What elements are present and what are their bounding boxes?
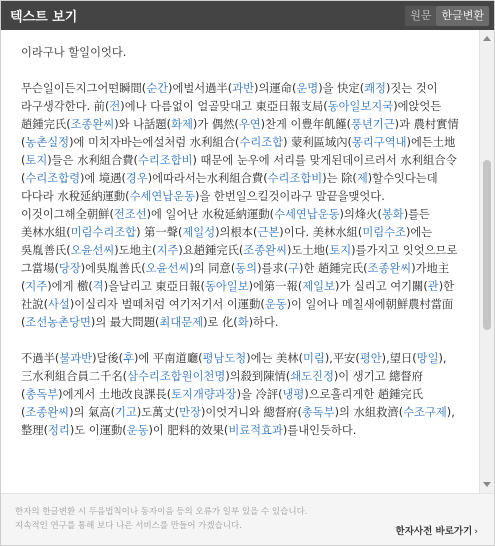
window-title: 텍스트 보기 — [10, 10, 78, 25]
text-segment: 이라구나 할일이엇다. — [21, 46, 127, 59]
hangul-reading: 전조선 — [113, 208, 147, 221]
hangul-reading: 격 — [92, 280, 104, 293]
text-paragraph — [21, 80, 463, 332]
hangul-reading: 수세연납운동 — [274, 208, 340, 221]
hangul-reading: 총독부 — [301, 406, 335, 419]
text-segment: )이다. 美林水組( — [279, 226, 363, 239]
hangul-reading: 조종완씨 — [25, 406, 70, 419]
text-segment: )을 快定( — [318, 82, 365, 95]
text-segment: )에 미치자바는에설처럼 水利組合( — [69, 136, 240, 149]
text-segment: ) 第一聲( — [136, 226, 183, 239]
hangul-reading: 관 — [427, 280, 439, 293]
hangul-reading: 수조구제 — [403, 406, 447, 419]
text-segment: )이 생기고 總督府( — [21, 370, 424, 401]
conversion-toggle — [405, 6, 489, 26]
dict-link-label: 한자사전 바로가기 — [395, 526, 473, 537]
hangul-reading: 수리조합비 — [267, 172, 323, 185]
hangul-reading: 토지 — [329, 244, 352, 257]
text-segment: )의 氣高( — [69, 406, 115, 419]
text-segment: )이엇거니와 總督府( — [200, 406, 302, 419]
hangul-reading: 기고 — [115, 406, 137, 419]
hangul-reading: 망일 — [416, 352, 439, 365]
text-segment: )에 일어난 水稅延納運動( — [146, 208, 275, 221]
text-segment: )에따라서는水利組合費( — [147, 172, 268, 185]
notice-line-2: 지속적인 연구를 통해 보다 나은 서비스를 만들어 가겠습니다. — [15, 521, 242, 531]
korean-conversion-button[interactable]: 한글변환 — [436, 6, 489, 26]
text-segment: )를求( — [257, 262, 289, 275]
text-segment: ),望日( — [381, 352, 417, 365]
text-segment: )이실리자 벌떼처럼 여기저기서 이運動( — [69, 298, 265, 311]
text-segment: )을날리고 東亞日報( — [103, 280, 205, 293]
hangul-reading: 삼수리조합원이천명 — [127, 370, 226, 383]
hangul-reading: 후 — [123, 352, 135, 365]
hangul-reading: 최대문제 — [159, 316, 204, 329]
text-segment: )의烽火( — [339, 208, 382, 221]
notice-line-1: 한자의 한글변환 시 두음법칙이나 동자이음 등의 오류가 일부 있을 수 있습니다. — [15, 507, 308, 517]
text-segment: )달後( — [92, 352, 124, 365]
hangul-reading: 몽리구역내 — [351, 136, 407, 149]
text-segment: )는 除( — [322, 172, 357, 185]
hangul-reading: 조종완씨 — [367, 262, 412, 275]
hangul-reading: 미림수리조합 — [70, 226, 137, 239]
text-segment: )와 나話題( — [114, 118, 172, 131]
text-segment: )짓는 것이 라구생각한다. 前( — [21, 82, 438, 113]
hangul-reading: 구 — [288, 262, 300, 275]
text-segment: )도土地( — [287, 244, 330, 257]
hangul-reading: 미림 — [303, 352, 325, 365]
text-segment: )도地主( — [114, 244, 157, 257]
footer — [1, 493, 494, 545]
hangul-reading: 만장 — [179, 406, 201, 419]
hangul-reading: 봉화 — [381, 208, 404, 221]
hangul-reading: 비료적효과 — [228, 424, 283, 437]
hangul-reading: 제일성 — [182, 226, 216, 239]
text-segment: )로 化( — [203, 316, 238, 329]
hangul-reading: 풍년기근 — [351, 118, 395, 131]
hangul-reading: 제 — [356, 172, 368, 185]
hangul-reading: 동아일보 — [204, 280, 249, 293]
hangul-reading: 운동 — [264, 298, 287, 311]
text-segment: )의殺到陳情( — [225, 370, 291, 383]
hangul-reading: 총독부 — [25, 388, 59, 401]
text-content[interactable] — [1, 30, 479, 493]
hangul-reading: 평남도청 — [202, 352, 247, 365]
text-segment: ),平安( — [324, 352, 360, 365]
text-segment: )에나 다름없이 얼골맞대고 東亞日報支局( — [120, 100, 328, 113]
scroll-down-arrow-icon[interactable] — [483, 482, 491, 487]
hangul-reading: 전 — [109, 100, 121, 113]
text-segment: )에 平南道廳( — [134, 352, 203, 365]
hangul-reading: 경우 — [125, 172, 148, 185]
hangul-reading: 미림수조 — [362, 226, 406, 239]
text-segment: )한 趙鍾完氏( — [299, 262, 368, 275]
hangul-reading: 토지개량과장 — [171, 388, 237, 401]
text-segment: )도萬丈( — [136, 406, 180, 419]
hangul-reading: 조종완씨 — [243, 244, 287, 257]
text-segment: ) 蒙利區域內( — [283, 136, 352, 149]
hangul-reading: 순간 — [146, 82, 169, 95]
hangul-reading: 수리조합비 — [137, 154, 193, 167]
hangul-reading: 불과반 — [59, 352, 93, 365]
hangul-reading: 평안 — [359, 352, 382, 365]
hangul-reading: 동아일보지국 — [327, 100, 394, 113]
text-segment: )가 실리고 여기關( — [334, 280, 428, 293]
hangul-reading: 수리조합령 — [25, 172, 80, 185]
hangul-reading: 오윤선씨 — [145, 262, 190, 275]
chevron-right-icon: › — [474, 527, 478, 537]
text-segment: )과 農村實情( — [21, 118, 459, 149]
hangul-reading: 제일보 — [302, 280, 335, 293]
hangul-reading: 당장 — [58, 262, 81, 275]
hangul-reading: 조종완씨 — [70, 118, 115, 131]
hangul-reading: 조선농촌당면 — [25, 316, 91, 329]
hangul-reading: 정리 — [48, 424, 70, 437]
text-segment: )에는 美林( — [246, 352, 304, 365]
text-segment: )에吳胤善氏( — [80, 262, 146, 275]
hangul-reading: 우연 — [238, 118, 261, 131]
hangul-reading: 화제 — [171, 118, 193, 131]
hangul-reading: 사설 — [48, 298, 70, 311]
text-segment: )찬게 이豊年飢饉( — [260, 118, 352, 131]
text-paragraph — [21, 350, 463, 440]
text-segment: )의運命( — [254, 82, 297, 95]
text-segment: 무슨일이든지그어떤瞬間( — [21, 82, 147, 95]
text-segment: )를내인듯하다. — [282, 424, 357, 437]
hangul-reading: 농촌실정 — [25, 136, 70, 149]
hangul-reading: 쾌정 — [364, 82, 386, 95]
text-segment: ),整理( — [21, 406, 455, 437]
hangul-reading: 오윤선씨 — [70, 244, 115, 257]
text-segment: )들은 水利組合費( — [47, 154, 138, 167]
text-segment: )를가지고 잇엇으므로 그當場( — [21, 244, 458, 275]
text-segment: )으로흘리게한 趙鍾完氏( — [21, 388, 424, 419]
hangul-reading: 화 — [237, 316, 249, 329]
text-segment: )이 일어나 메칠새에朝鮮農村當面( — [21, 298, 454, 329]
original-text-button[interactable]: 원문 — [405, 6, 436, 26]
text-segment: ) 때문에 눈우에 서리를 맞게된데이르러서 水利組合令( — [21, 154, 457, 185]
text-paragraph — [21, 44, 463, 62]
text-segment: 不過半( — [21, 352, 60, 365]
hangul-reading: 운명 — [296, 82, 319, 95]
text-segment: )하다. — [248, 316, 279, 329]
text-segment: ),三水利組合員二千名( — [21, 352, 447, 383]
text-segment: )의根本( — [215, 226, 258, 239]
text-segment: )가 偶然( — [192, 118, 239, 131]
text-segment: )도 이運動( — [69, 424, 127, 437]
scroll-up-arrow-icon[interactable] — [483, 36, 491, 41]
hangul-reading: 수세연납운동 — [129, 190, 196, 203]
text-segment: )에第一報( — [248, 280, 303, 293]
text-segment: )를든 美林水組( — [21, 208, 430, 239]
text-segment: )에앉엇든 趙鍾完氏( — [21, 100, 442, 131]
text-segment: )을 冷評( — [236, 388, 283, 401]
text-segment: )할수잇다는데 다다라 水稅延納運動( — [21, 172, 438, 203]
hangul-reading: 과반 — [232, 82, 255, 95]
text-segment: )에벌서過半( — [168, 82, 233, 95]
text-segment: )의 同意( — [189, 262, 236, 275]
hangul-reading: 근본 — [257, 226, 280, 239]
text-segment: )에게서 土地改良課長( — [58, 388, 172, 401]
text-segment: )에는 吳胤善氏( — [21, 226, 433, 257]
text-segment: )의 水組救濟( — [334, 406, 404, 419]
hangul-reading: 냉평 — [282, 388, 305, 401]
hangul-reading: 운동 — [126, 424, 149, 437]
vertical-scrollbar[interactable] — [479, 30, 494, 493]
hanja-dictionary-link[interactable] — [396, 523, 478, 537]
text-segment: )요趙鍾完氏( — [178, 244, 244, 257]
text-segment: )가地主( — [21, 262, 450, 293]
text-segment: )을 한번일으킬것이라구 말끝을맺엇다. 이것이그해全朝鮮( — [21, 190, 385, 221]
header-bar — [1, 1, 494, 30]
conversion-notice — [15, 505, 345, 533]
hangul-reading: 지주 — [25, 280, 48, 293]
text-segment: )의 最大問題( — [90, 316, 160, 329]
text-segment: )에 境遇( — [80, 172, 126, 185]
hangul-reading: 쇄도진정 — [290, 370, 334, 383]
hangul-reading: 수리조합 — [239, 136, 284, 149]
text-segment: )에게 檄( — [47, 280, 93, 293]
hangul-reading: 토지 — [25, 154, 48, 167]
text-segment: )에든土地( — [21, 136, 456, 167]
scroll-thumb[interactable] — [483, 160, 491, 330]
hangul-reading: 지주 — [156, 244, 179, 257]
text-segment: )이 肥料的效果( — [148, 424, 229, 437]
text-segment: )한 社說( — [21, 280, 455, 311]
hangul-reading: 동의 — [235, 262, 258, 275]
